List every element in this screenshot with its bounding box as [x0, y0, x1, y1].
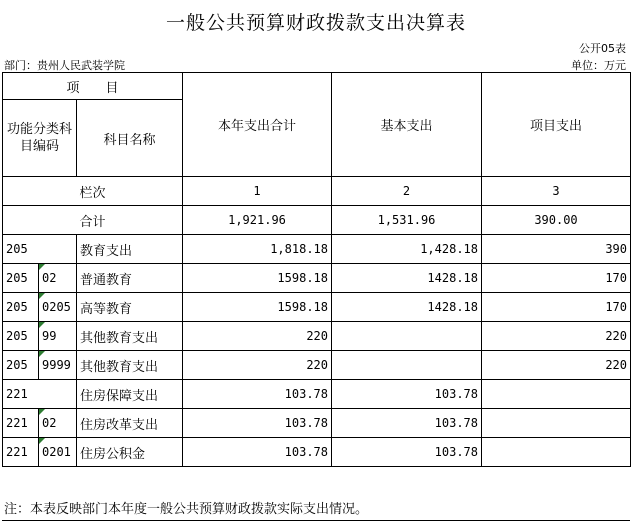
header-row-item: [3, 73, 631, 100]
row-basic: 1428.18: [332, 264, 482, 293]
header-project: 项目支出: [482, 73, 631, 177]
totals-project: 390.00: [482, 206, 631, 235]
table-row: [3, 438, 631, 467]
row-subcode: 0205: [39, 293, 77, 322]
bottom-border: [2, 520, 630, 521]
row-name: 普通教育: [77, 264, 183, 293]
row-name: 住房公积金: [77, 438, 183, 467]
row-project: 220: [482, 351, 631, 380]
col-index-3: 3: [482, 177, 631, 206]
row-basic: 103.78: [332, 409, 482, 438]
row-total: 103.78: [183, 409, 332, 438]
table-row: [3, 409, 631, 438]
header-subject-name: 科目名称: [77, 100, 183, 177]
totals-label: 合计: [3, 206, 183, 235]
table-row: [3, 322, 631, 351]
table-row: [3, 293, 631, 322]
unit-label: 单位：万元: [571, 59, 626, 72]
row-basic: [332, 322, 482, 351]
totals-basic: 1,531.96: [332, 206, 482, 235]
table-row: [3, 264, 631, 293]
header-basic: 基本支出: [332, 73, 482, 177]
col-index-label: 栏次: [3, 177, 183, 206]
row-name: 住房保障支出: [77, 380, 183, 409]
page-title: 一般公共预算财政拨款支出决算表: [165, 12, 466, 34]
totals-row: [3, 206, 631, 235]
totals-total: 1,921.96: [183, 206, 332, 235]
row-name: 教育支出: [77, 235, 183, 264]
row-name: 高等教育: [77, 293, 183, 322]
row-basic: 1,428.18: [332, 235, 482, 264]
row-project: [482, 409, 631, 438]
row-total: 220: [183, 322, 332, 351]
row-subcode: 0201: [39, 438, 77, 467]
expenditure-table: [2, 72, 631, 467]
department-label: 部门：贵州人民武装学院: [4, 59, 125, 72]
row-project: [482, 380, 631, 409]
header-func-code: 功能分类科目编码: [3, 100, 77, 177]
table-row: [3, 380, 631, 409]
row-project: [482, 438, 631, 467]
row-total: 220: [183, 351, 332, 380]
row-total: 1598.18: [183, 293, 332, 322]
row-subcode: 02: [39, 409, 77, 438]
row-code: 205: [3, 351, 39, 380]
row-project: 390: [482, 235, 631, 264]
row-basic: 1428.18: [332, 293, 482, 322]
row-subcode: 99: [39, 322, 77, 351]
row-name: 其他教育支出: [77, 351, 183, 380]
row-name: 其他教育支出: [77, 322, 183, 351]
row-code: 221: [3, 380, 77, 409]
row-code: 205: [3, 322, 39, 351]
header-total: 本年支出合计: [183, 73, 332, 177]
row-subcode: 9999: [39, 351, 77, 380]
row-code: 205: [3, 235, 77, 264]
row-project: 170: [482, 264, 631, 293]
row-project: 170: [482, 293, 631, 322]
table-row: [3, 351, 631, 380]
row-total: 1,818.18: [183, 235, 332, 264]
row-code: 221: [3, 438, 39, 467]
footnote: 注：本表反映部门本年度一般公共预算财政拨款实际支出情况。: [4, 502, 369, 517]
row-total: 103.78: [183, 380, 332, 409]
row-name: 住房改革支出: [77, 409, 183, 438]
form-number: 公开05表: [579, 42, 626, 55]
col-index-2: 2: [332, 177, 482, 206]
row-basic: [332, 351, 482, 380]
row-code: 221: [3, 409, 39, 438]
row-project: 220: [482, 322, 631, 351]
row-total: 103.78: [183, 438, 332, 467]
row-basic: 103.78: [332, 438, 482, 467]
row-code: 205: [3, 293, 39, 322]
row-subcode: 02: [39, 264, 77, 293]
header-item: 项 目: [3, 73, 183, 100]
table-row: [3, 235, 631, 264]
row-total: 1598.18: [183, 264, 332, 293]
row-code: 205: [3, 264, 39, 293]
col-index-1: 1: [183, 177, 332, 206]
row-basic: 103.78: [332, 380, 482, 409]
col-index-row: [3, 177, 631, 206]
